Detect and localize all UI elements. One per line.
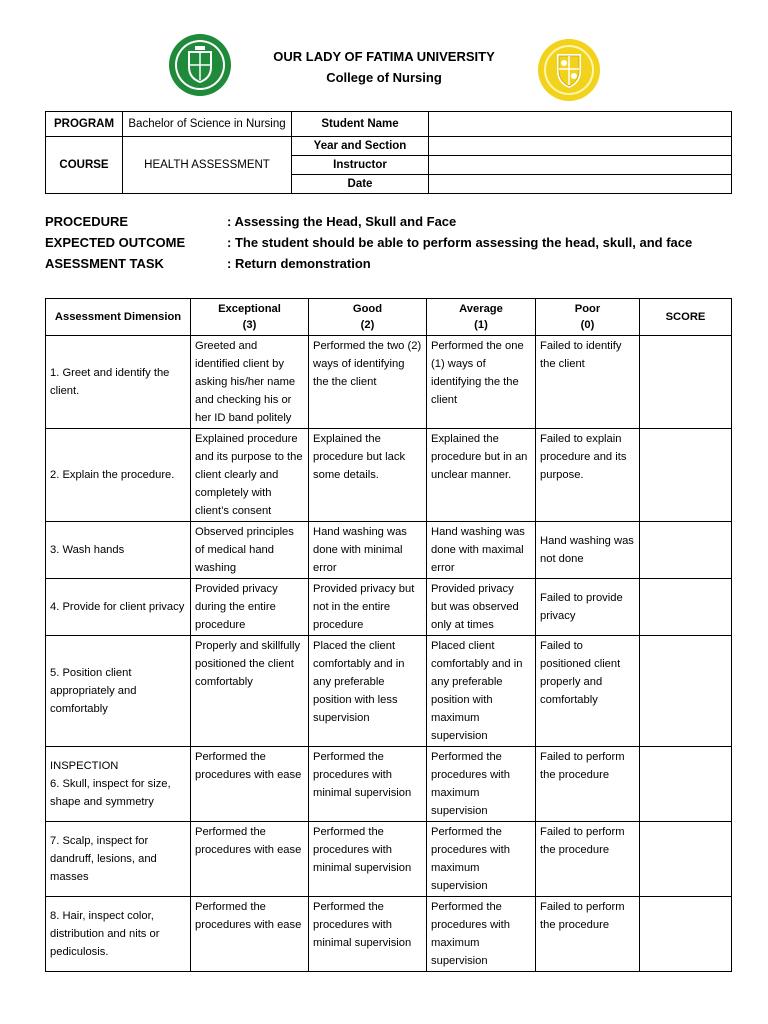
student-name-field[interactable] <box>429 112 732 137</box>
program-label: PROGRAM <box>46 112 123 137</box>
header-poor-points: (0) <box>580 319 595 331</box>
year-section-label: Year and Section <box>292 137 429 156</box>
procedure-meta <box>45 214 745 277</box>
header-dimension: Assessment Dimension <box>46 299 191 336</box>
college-seal-yellow-icon <box>537 38 601 102</box>
poor-cell: Failed to perform the procedure <box>536 822 640 897</box>
poor-cell: Failed to identify the client <box>536 336 640 429</box>
good-cell: Performed the procedures with minimal supervision <box>309 822 427 897</box>
university-name: OUR LADY OF FATIMA UNIVERSITY <box>273 49 495 64</box>
assessment-task-value: : Return demonstration <box>227 256 371 271</box>
header-good-points: (2) <box>360 319 375 331</box>
date-label: Date <box>292 175 429 194</box>
student-name-label: Student Name <box>292 112 429 137</box>
rubric-header-row <box>46 299 732 336</box>
poor-cell: Failed to positioned client properly and comfortably <box>536 636 640 747</box>
score-cell[interactable] <box>640 822 732 897</box>
expected-outcome-label: EXPECTED OUTCOME <box>45 235 186 250</box>
average-cell: Provided privacy but was observed only at times <box>427 579 536 636</box>
poor-cell: Failed to perform the procedure <box>536 747 640 822</box>
good-cell: Explained the procedure but lack some details. <box>309 429 427 522</box>
course-value: HEALTH ASSESSMENT <box>123 137 292 194</box>
rubric-row <box>46 636 732 747</box>
score-cell[interactable] <box>640 579 732 636</box>
header-score: SCORE <box>640 299 732 336</box>
average-cell: Performed the procedures with maximum supervision <box>427 897 536 972</box>
header-average-points: (1) <box>474 319 488 331</box>
good-cell: Hand washing was done with minimal error <box>309 522 427 579</box>
dimension-cell <box>46 747 191 822</box>
poor-cell: Hand washing was not done <box>536 522 640 579</box>
poor-cell: Failed to perform the procedure <box>536 897 640 972</box>
good-cell: Performed the procedures with minimal supervision <box>309 897 427 972</box>
average-cell: Hand washing was done with maximal error <box>427 522 536 579</box>
assessment-task-label: ASESSMENT TASK <box>45 256 164 271</box>
document-header <box>0 0 768 110</box>
poor-cell: Failed to provide privacy <box>536 579 640 636</box>
exceptional-cell: Performed the procedures with ease <box>191 747 309 822</box>
average-cell: Performed the procedures with maximum supervision <box>427 822 536 897</box>
assessment-task-row <box>45 256 745 277</box>
rubric-row <box>46 336 732 429</box>
dimension-cell: 4. Provide for client privacy <box>46 579 191 636</box>
dimension-cell: 3. Wash hands <box>46 522 191 579</box>
procedure-value: : Assessing the Head, Skull and Face <box>227 214 457 229</box>
exceptional-cell: Provided privacy during the entire procedure <box>191 579 309 636</box>
poor-cell: Failed to explain procedure and its purpose. <box>536 429 640 522</box>
exceptional-cell: Greeted and identified client by asking his/her name and checking his or her ID band politely <box>191 336 309 429</box>
dimension-cell: 1. Greet and identify the client. <box>46 336 191 429</box>
header-exceptional <box>191 299 309 336</box>
expected-outcome-value: : The student should be able to perform assessing the head, skull, and face <box>227 235 693 250</box>
score-cell[interactable] <box>640 747 732 822</box>
average-cell: Performed the one (1) ways of identifying the the client <box>427 336 536 429</box>
program-value: Bachelor of Science in Nursing <box>123 112 292 137</box>
rubric-row <box>46 747 732 822</box>
average-cell: Placed client comfortably and in any preferable position with maximum supervision <box>427 636 536 747</box>
year-section-field[interactable] <box>429 137 732 156</box>
exceptional-cell: Observed principles of medical hand washing <box>191 522 309 579</box>
exceptional-cell: Properly and skillfully positioned the client comfortably <box>191 636 309 747</box>
header-average-label: Average <box>459 303 503 315</box>
college-name: College of Nursing <box>326 70 442 85</box>
rubric-table <box>45 298 732 972</box>
rubric-row <box>46 429 732 522</box>
dimension-cell: 2. Explain the procedure. <box>46 429 191 522</box>
date-field[interactable] <box>429 175 732 194</box>
university-seal-green-icon <box>168 33 232 97</box>
procedure-row <box>45 214 745 235</box>
score-cell[interactable] <box>640 336 732 429</box>
dimension-text: 6. Skull, inspect for size, shape and symmetry <box>50 778 171 808</box>
good-cell: Performed the two (2) ways of identifying the the client <box>309 336 427 429</box>
rubric-row <box>46 579 732 636</box>
dimension-cell: 8. Hair, inspect color, distribution and nits or pediculosis. <box>46 897 191 972</box>
exceptional-cell: Performed the procedures with ease <box>191 897 309 972</box>
course-label: COURSE <box>46 137 123 194</box>
header-poor-label: Poor <box>574 303 601 315</box>
score-cell[interactable] <box>640 429 732 522</box>
procedure-label: PROCEDURE <box>45 214 129 229</box>
rubric-row <box>46 897 732 972</box>
score-cell[interactable] <box>640 636 732 747</box>
exceptional-cell: Explained procedure and its purpose to the client clearly and completely with client’s consent <box>191 429 309 522</box>
good-cell: Performed the procedures with minimal supervision <box>309 747 427 822</box>
score-cell[interactable] <box>640 522 732 579</box>
good-cell: Provided privacy but not in the entire procedure <box>309 579 427 636</box>
rubric-row <box>46 822 732 897</box>
score-cell[interactable] <box>640 897 732 972</box>
good-cell: Placed the client comfortably and in any preferable position with less supervision <box>309 636 427 747</box>
average-cell: Performed the procedures with maximum supervision <box>427 747 536 822</box>
inspection-heading: INSPECTION <box>50 760 119 772</box>
expected-outcome-row <box>45 235 745 256</box>
header-poor <box>536 299 640 336</box>
exceptional-cell: Performed the procedures with ease <box>191 822 309 897</box>
header-exceptional-label: Exceptional <box>218 303 281 315</box>
rubric-row <box>46 522 732 579</box>
dimension-cell: 5. Position client appropriately and comfortably <box>46 636 191 747</box>
header-good <box>309 299 427 336</box>
instructor-label: Instructor <box>292 156 429 175</box>
student-info-table <box>45 111 732 194</box>
header-exceptional-points: (3) <box>242 319 257 331</box>
header-average <box>427 299 536 336</box>
header-good-label: Good <box>352 303 383 315</box>
dimension-cell: 7. Scalp, inspect for dandruff, lesions, and masses <box>46 822 191 897</box>
average-cell: Explained the procedure but in an unclear manner. <box>427 429 536 522</box>
instructor-field[interactable] <box>429 156 732 175</box>
